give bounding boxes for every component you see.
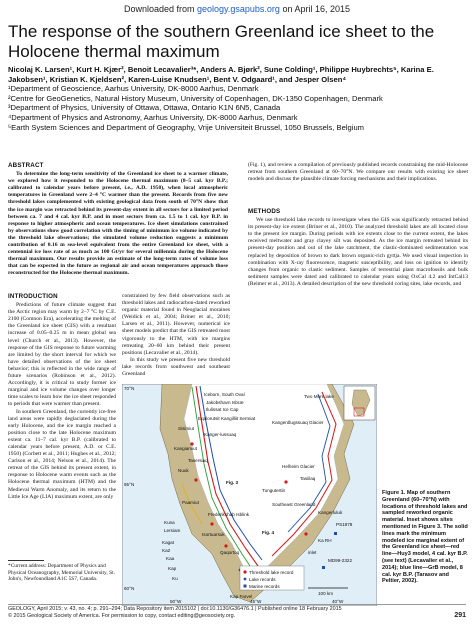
methods-heading: METHODS: [248, 208, 281, 215]
grid-label-45w: 45°W: [250, 599, 262, 604]
affiliation: ⁴Department of Physics and Astronomy, Aarhus University, DK-8000 Aarhus, Denmark: [8, 112, 298, 122]
lake-marker: [210, 522, 213, 525]
lake-label: Kap: [168, 566, 177, 571]
label-kangerluluk: Kangerluluk: [318, 510, 343, 515]
label-fig3: Fig. 3: [226, 480, 238, 485]
lake-marker: [190, 442, 193, 445]
intro-continuation: (Fig. 1), and review a compilation of previously published records constraining the mid-Holocene retreat from southern Greenland at 60–70°N. We compare our results with existing ice sheet models and discuss the plausible climate forcing mechanisms and their implications.: [248, 162, 468, 183]
legend-threshold-label: Threshold lake record: [249, 570, 294, 575]
right-column-intro-continuation: [248, 162, 468, 183]
banner-suffix: on April 16, 2015: [279, 4, 350, 14]
affiliation: ¹Department of Geoscience, Aarhus University, DK-8000 Aarhus, Denmark: [8, 84, 259, 94]
legend-threshold-marker: [243, 570, 246, 573]
page-number: 291: [454, 612, 466, 619]
label-kangerlussuaq: Kanger-lussuaq: [204, 432, 237, 437]
label-two-more-lakes: Two More lake: [304, 394, 334, 399]
lake-label: Ku: [172, 576, 178, 581]
grid-label-65n: 65°N: [124, 482, 135, 487]
label-md99: MD99-2322: [328, 558, 353, 563]
lake-marker: [284, 480, 287, 483]
lake-marker: [194, 478, 197, 481]
label-isortuarsuk: Isortuarsuk: [202, 532, 225, 537]
introduction-heading: INTRODUCTION: [8, 293, 58, 300]
label-kangerdlugssuaq: Kangerdlugssuaq Glacier: [272, 420, 324, 425]
grid-label-60n: 60°N: [124, 586, 135, 591]
affiliations: [8, 84, 466, 132]
footer-rule: [8, 604, 466, 605]
lake-marker: [224, 544, 227, 547]
footnote-text: *Current address: Department of Physics and Physical Oceanography, Memorial University, St. John's, Newfoundland A1C 5S7, Canada.: [8, 563, 115, 583]
intro-paragraph-4: In this study we present five new threshold lake records from southwest and southeast Greenland: [122, 356, 230, 378]
methods-section: [248, 208, 468, 288]
grid-label-50w: 50°W: [170, 599, 182, 604]
affiliation: ³Department of Physics, University of Ottawa, Ottawa, Ontario K1N 6N5, Canada: [8, 103, 281, 113]
label-kap-farvel: Kap Farvel: [230, 594, 253, 599]
label-tasersiaq: Tasersiaq: [188, 458, 208, 463]
label-iceborn: Iceborn, South Oval: [204, 392, 245, 397]
download-banner: [0, 0, 474, 18]
intro-paragraph-1: Predictions of future climate suggest that the Arctic region may warm by 2–7 °C by C.E. 2100 (Comnon Era), accelerating the melting of the Greenland ice sheet (GIS) with a resultant increase of 0.05–0.25 m in mean global sea level (Church et al., 2013). However, the response of the GIS response to future warming are limited by the short interval for which we have detailed observations of the ice sheet behavior; this is reflected in the wide range of future scenarios (Robinson et al., 2012). Accordingly, it is critical to study former ice marginal and ice volume changes over longer time scales to learn how the ice sheet responded to periods that were warmer than present.: [8, 302, 116, 408]
footer-citation: GEOLOGY, April 2015; v. 43, no. 4; p. 291–294; Data Repository item 2015102 | doi:10.1130/G36476.1 | Published online 18 February 2015: [8, 606, 342, 612]
legend-marine-label: Marine records: [249, 584, 280, 589]
marine-marker: [334, 532, 337, 535]
grid-label-70n: 70°N: [124, 386, 135, 391]
footnote: [8, 560, 118, 583]
legend-marine-marker: [244, 585, 247, 588]
abstract-section: [8, 162, 228, 278]
lake-label: Kagat: [162, 540, 175, 545]
banner-prefix: Downloaded from: [123, 4, 198, 14]
label-nuuk: Nuuk: [178, 468, 189, 473]
label-ps1878: PS1878: [336, 522, 353, 527]
affiliation: ⁵Earth System Sciences and Department of Geography, Vrije Universiteit Brussel, 1050 Brussels, Belgium: [8, 122, 364, 132]
lake-label: Kuna: [164, 520, 175, 525]
label-helheim: Helheim Glacier: [282, 464, 315, 469]
greenland-map: [122, 384, 377, 606]
label-tasiilaq: Tasiilaq: [300, 476, 316, 481]
methods-text: We use threshold lake records to investigate when the GIS was significantly retracted behind its present-day ice extent (Briner et al., 2010). The analyzed threshold lakes are all located close to the present ice margin. During periods with ice extents close to the current extent, the lakes received meltwater and gray clayey silt was deposited. As the ice margin retreated behind its present-day position and out of the lake catchment, the clastic-dominated sedimentation was replaced by deposition of brown to dark brown organic-rich gyttja. We used visual inspection in combination with X-ray fluorescence, magnetic susceptibility, and loss on ignition to identify changes from organic to clastic sediment. Samples of terrestrial plant macrofossils and bulk sediment samples were dated and calibrated to calendar years using OxCal 4.2 and IntCal13 (Reimer et al., 2013). A detailed description of the new threshold coring sites, lake records, and: [248, 217, 468, 287]
label-paamiut: Paamiut: [182, 500, 199, 505]
marine-marker: [322, 566, 325, 569]
grid-label-40w: 40°W: [332, 599, 344, 604]
scale-label: 100 km: [318, 591, 334, 596]
intro-paragraph-2: In southern Greenland, the currently ice-free land areas were rapidly deglaciated during the early Holocene, and the ice margin reached a position close to the late Holocene maximum extent ca. 11–7 cal. kyr B.P. (calibrated to calendar years before present, A.D. or C.E. 1950) (Corbett et al., 2011; Hughes et al., 2012; Carlson et al., 2014; Nelson et al., 2014). The retreat of the GIS behind its present extent, in response to Holocene warm events such as the Holocene thermal maximum (HTM) and the Medieval Warm Anomaly, and its return to the Little Ice Age (LIA) maximum extent, are only: [8, 408, 116, 500]
footnote-rule: [8, 560, 44, 561]
label-kangiamiut: Kangiamiut: [174, 446, 197, 451]
label-frederikshab: Frederikshab Isblink: [208, 512, 250, 517]
page-footer: [8, 606, 466, 620]
introduction-left-column: [8, 293, 116, 501]
paper-title: The response of the southern Greenland ice sheet to the Holocene thermal maximum: [8, 22, 435, 61]
map-legend: [240, 566, 304, 590]
label-southeast: Southeast Greenland: [272, 502, 316, 507]
geology-link[interactable]: geology.gsapubs.org: [197, 4, 280, 14]
author-list: Nicolaj K. Larsen¹, Kurt H. Kjær², Benoit Lecavalier³*, Anders A. Bjørk², Sune Colding¹, Philippe Huybrechts⁵, Karina E. Jakobsen¹, Kristian K. Kjeldsen², Karen-Luise Knudsen¹, Bent V. Odgaard¹, and Jesper Olsen⁴: [8, 65, 434, 84]
label-fig4: Fig. 4: [262, 530, 274, 535]
legend-lake-marker: [244, 578, 247, 581]
label-inlet: inlet: [308, 550, 317, 555]
label-tungutertiit: Tungutertiit: [262, 488, 285, 493]
figure-1-map: [122, 384, 377, 606]
label-ilulissat: Ilulissat Ice Cap: [206, 407, 239, 412]
introduction-middle-column: [122, 293, 230, 378]
label-sisimiut: Sisimiut: [178, 426, 195, 431]
affiliation: ²Centre for GeoGenetics, Natural History Museum, University of Copenhagen, DK-1350 Copenhagen, Denmark: [8, 93, 383, 103]
intro-paragraph-3: constrained by few field observations such as threshold lakes and radiocarbon-dated reworked organic material found in Neoglacial moraines (Weidick et al., 2004; Briner et al., 2010; Larsen et al., 2011). However, numerical ice sheet models predict that the GIS retreated most vigorously to the HTM, with ice margins retreating 20–60 km behind their present positions (Lecavalier et al., 2014).: [122, 293, 230, 356]
abstract-text: To determine the long-term sensitivity of the Greenland ice sheet to a warmer climate, we explored how it responded to the Holocene thermal maximum (8–5 cal. kyr B.P.; calibrated to calendar years before present, i.e., A.D. 1950), when local atmospheric temperatures in Greenland were 2–4 °C warmer than the present. Records from five new threshold lakes complemented with existing geological data from south of 70°N show that the ice margin was retracted behind its present-day extent in all sectors for a limited period between ca. 7 and 4 cal. kyr B.P. and in most sectors from ca. 1.5 to 1 cal. kyr B.P. in response to higher atmospheric and ocean temperatures. Ice sheet simulations constrained by observations show good correlation with the timing of minimum ice volume indicated by the threshold lake observations; the simulated volume reduction suggests a minimum contribution of 0.16 m sea-level equivalent from the entire Greenland ice sheet, with a centennial ice loss rate of as much as 100 Gt/yr for several millennia during the Holocene thermal maximum. Our results provide an estimate of the long-term rates of volume loss that can be expected in the future as regional air and ocean temperatures approach those reconstructed for the Holocene thermal maximum.: [8, 171, 228, 277]
lake-label: Ka2: [162, 548, 171, 553]
author-block: [8, 65, 466, 132]
figure-1-caption: Figure 1. Map of southern Greenland (60–70°N) with locations of threshold lakes and sampled reworked organic material. Inset shows sites mentioned in Figure 3. The solid lines mark the minimum modeled ice marginal extent of the Greenland ice sheet—red line—Huy3 model, 4 cal. kyr B.P. (see text) (Lecavalier et al., 2014); blue line—GrB model, 8 cal. kyr B.P. (Tarasov and Peltier, 2002).: [382, 490, 468, 585]
abstract-heading: ABSTRACT: [8, 162, 44, 169]
lake-label: Kaa: [166, 556, 175, 561]
lake-marker: [304, 532, 307, 535]
label-ka-rh: Ka RH: [318, 538, 332, 543]
label-qaqortoq: Qaqortoq: [220, 550, 240, 555]
legend-lake-label: Lake records: [249, 577, 276, 582]
label-eqalorutsit: Eqalorutsit Kangilliit Sermiat: [198, 416, 256, 421]
footer-copyright: © 2015 Geological Society of America. For permission to copy, contact editing@geosociety.org.: [8, 613, 236, 619]
lake-label: Lersiam: [164, 528, 181, 533]
label-jakobshavn: Jakobshavn Isbræ: [206, 400, 244, 405]
